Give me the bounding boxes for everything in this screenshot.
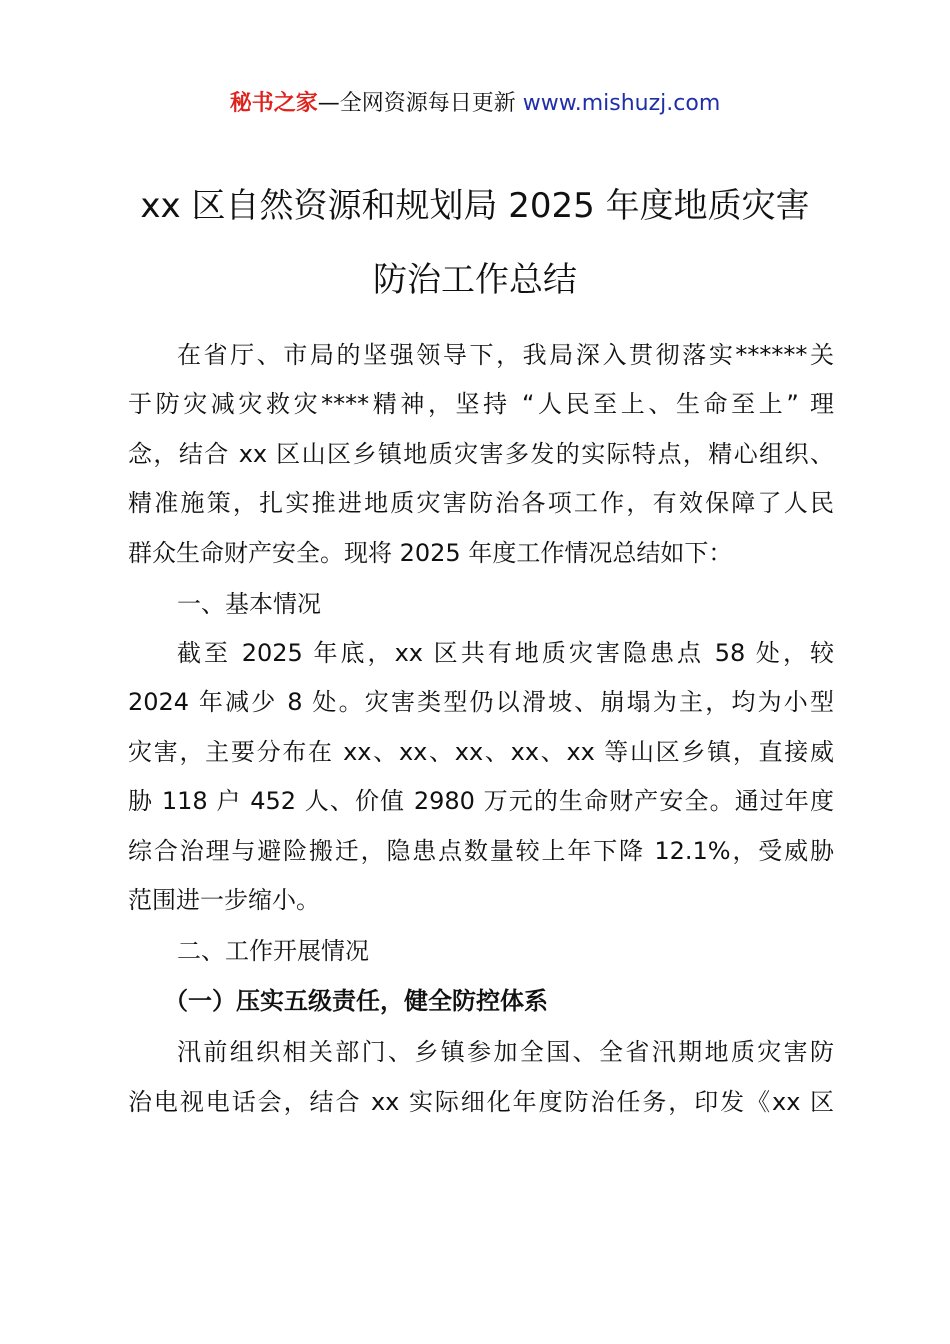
- section-1-line: 2024 年减少 8 处。灾害类型仍以滑坡、崩塌为主，均为小型: [128, 688, 834, 716]
- site-url-link[interactable]: www.mishuzj.com: [522, 91, 721, 116]
- section-2-heading: 二、工作开展情况: [177, 937, 369, 965]
- section-2-line: 汛前组织相关部门、乡镇参加全国、全省汛期地质灾害防: [177, 1038, 834, 1066]
- section-2-subheading: （一）压实五级责任，健全防控体系: [164, 987, 548, 1015]
- intro-line: 在省厅、市局的坚强领导下，我局深入贯彻落实******关: [177, 341, 834, 369]
- section-1-line: 灾害，主要分布在 xx、xx、xx、xx、xx 等山区乡镇，直接威: [128, 738, 834, 766]
- intro-line: 于防灾减灾救灾****精神，坚持 “人民至上、生命至上” 理: [128, 390, 834, 418]
- section-2-line: 治电视电话会，结合 xx 实际细化年度防治任务，印发《xx 区: [128, 1088, 834, 1116]
- section-1-line: 胁 118 户 452 人、价值 2980 万元的生命财产安全。通过年度: [128, 787, 834, 815]
- intro-line: 精准施策，扎实推进地质灾害防治各项工作，有效保障了人民: [128, 489, 834, 517]
- section-1-heading: 一、基本情况: [177, 590, 321, 618]
- document-title-line-2: 防治工作总结: [373, 260, 577, 300]
- header-tagline: —全网资源每日更新: [317, 91, 523, 116]
- section-1-line: 综合治理与避险搬迁，隐患点数量较上年下降 12.1%，受威胁: [128, 837, 834, 865]
- section-1-line: 截至 2025 年底，xx 区共有地质灾害隐患点 58 处，较: [177, 639, 834, 667]
- section-1-line: 范围进一步缩小。: [128, 886, 320, 914]
- brand-name: 秘书之家: [229, 91, 318, 116]
- intro-line: 念，结合 xx 区山区乡镇地质灾害多发的实际特点，精心组织、: [128, 440, 834, 468]
- document-title-line-1: xx 区自然资源和规划局 2025 年度地质灾害: [140, 186, 810, 226]
- intro-line: 群众生命财产安全。现将 2025 年度工作情况总结如下：: [128, 539, 733, 567]
- site-header: [0, 86, 950, 122]
